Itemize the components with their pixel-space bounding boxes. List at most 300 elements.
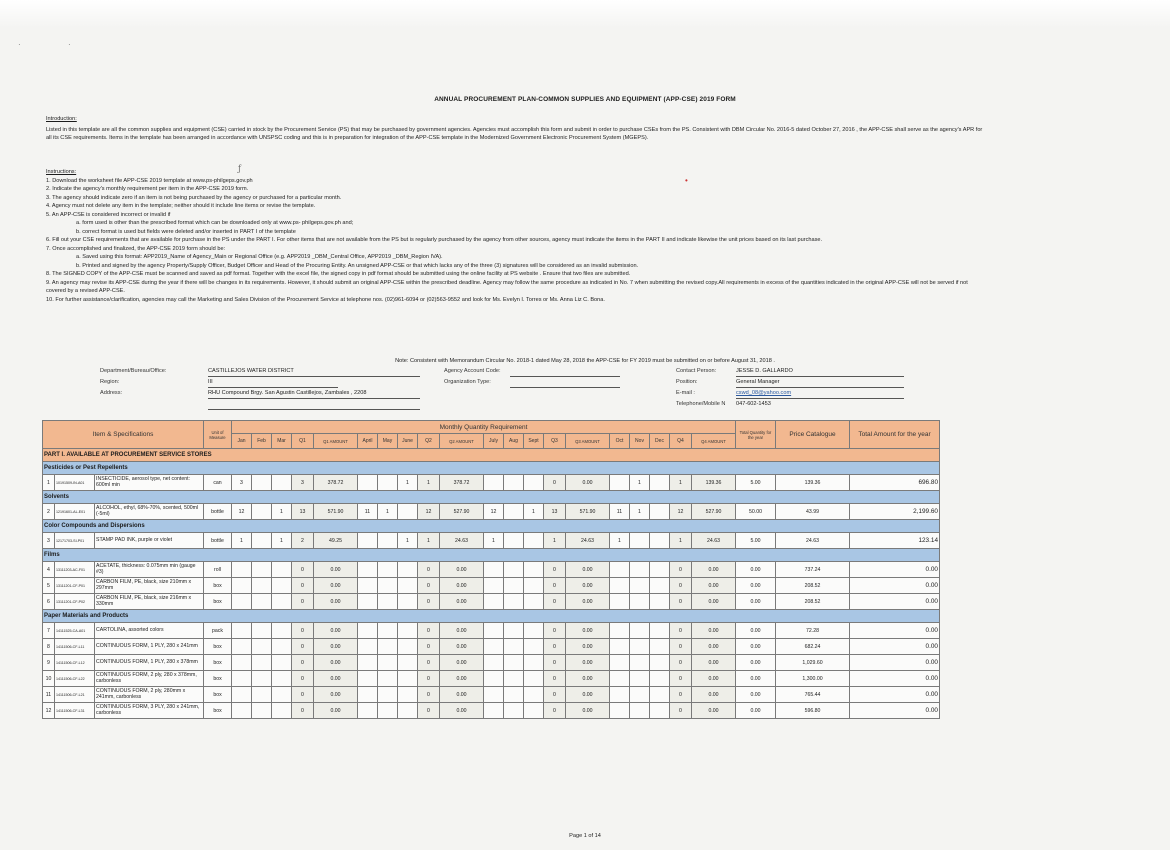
quarter-qty-cell: 0 [418, 578, 440, 594]
quarter-qty-cell: 1 [670, 533, 692, 549]
month-qty-cell[interactable] [252, 655, 272, 671]
quarter-qty-cell: 0 [418, 594, 440, 610]
month-qty-cell[interactable]: 1 [232, 533, 252, 549]
category-row [43, 462, 940, 475]
table-row [43, 623, 940, 639]
month-qty-cell[interactable] [272, 703, 292, 719]
month-qty-cell[interactable] [484, 703, 504, 719]
quarter-qty-cell: 0 [544, 594, 566, 610]
item-description: ALCOHOL, ethyl, 68%-70%, scented, 500ml (-5ml) [95, 504, 204, 520]
month-header-1: Jan [232, 434, 252, 449]
scan-edge [0, 0, 1170, 28]
month-qty-cell[interactable] [524, 671, 544, 687]
quarter-amount-cell: 0.00 [566, 687, 610, 703]
item-total-qty: 5.00 [736, 475, 776, 491]
month-qty-cell[interactable] [272, 475, 292, 491]
item-price: 737.24 [776, 562, 850, 578]
month-qty-cell[interactable] [504, 533, 524, 549]
item-description: STAMP PAD INK, purple or violet [95, 533, 204, 549]
month-qty-cell[interactable] [630, 533, 650, 549]
org-type-value [510, 377, 620, 388]
month-qty-cell[interactable] [524, 562, 544, 578]
month-qty-cell[interactable] [378, 703, 398, 719]
month-qty-cell[interactable] [398, 655, 418, 671]
region-value: III [208, 377, 338, 388]
email-label: E-mail : [676, 390, 695, 396]
month-qty-cell[interactable]: 1 [610, 533, 630, 549]
item-description: CONTINUOUS FORM, 3 PLY, 280 x 241mm, carbonless [95, 703, 204, 719]
month-qty-cell[interactable] [504, 562, 524, 578]
month-qty-cell[interactable] [504, 671, 524, 687]
month-qty-cell[interactable] [630, 639, 650, 655]
item-unit: box [204, 594, 232, 610]
quarter-amount-cell: 0.00 [566, 639, 610, 655]
month-qty-cell[interactable] [630, 594, 650, 610]
quarter-qty-cell: 0 [544, 578, 566, 594]
month-qty-cell[interactable] [378, 623, 398, 639]
month-qty-cell[interactable] [378, 594, 398, 610]
month-qty-cell[interactable] [232, 578, 252, 594]
quarter-amount-cell: 0.00 [692, 639, 736, 655]
month-qty-cell[interactable] [378, 475, 398, 491]
quarter-qty-cell: 0 [670, 703, 692, 719]
address-label: Address: [100, 390, 123, 396]
month-qty-cell[interactable] [398, 594, 418, 610]
quarter-amount-cell: 0.00 [314, 594, 358, 610]
month-qty-cell[interactable] [630, 655, 650, 671]
month-qty-cell[interactable] [630, 671, 650, 687]
quarter-qty-cell: 0 [544, 703, 566, 719]
month-qty-cell[interactable] [232, 703, 252, 719]
month-qty-cell[interactable] [650, 639, 670, 655]
unit-header: Unit of Measure [204, 421, 232, 449]
month-qty-cell[interactable] [358, 594, 378, 610]
month-qty-cell[interactable] [524, 623, 544, 639]
item-number: 3 [43, 533, 55, 549]
month-qty-cell[interactable] [378, 671, 398, 687]
month-qty-cell[interactable]: 1 [398, 533, 418, 549]
item-price: 682.24 [776, 639, 850, 655]
month-qty-cell[interactable]: 1 [484, 533, 504, 549]
month-qty-cell[interactable] [232, 623, 252, 639]
month-qty-cell[interactable] [358, 671, 378, 687]
month-qty-cell[interactable] [504, 504, 524, 520]
item-price: 43.99 [776, 504, 850, 520]
item-total-amount: 123.14 [850, 533, 940, 549]
item-total-amount: 0.00 [850, 703, 940, 719]
item-spec-header: Item & Specifications [43, 421, 204, 449]
quarter-qty-cell: 13 [292, 504, 314, 520]
month-qty-cell[interactable] [272, 671, 292, 687]
quarter-amount-cell: 0.00 [566, 623, 610, 639]
quarter-amount-cell: 0.00 [314, 623, 358, 639]
instruction-item: 1. Download the worksheet file APP-CSE 2019 template at www.ps-philgeps.gov.ph [46, 177, 253, 184]
quarter-qty-cell: 0 [418, 687, 440, 703]
month-qty-cell[interactable] [252, 578, 272, 594]
month-qty-cell[interactable] [272, 623, 292, 639]
month-header-12: Aug [504, 434, 524, 449]
month-qty-cell[interactable] [630, 623, 650, 639]
item-total-qty: 0.00 [736, 594, 776, 610]
month-qty-cell[interactable] [524, 655, 544, 671]
month-qty-cell[interactable] [272, 655, 292, 671]
month-header-15: Q3 AMOUNT [566, 434, 610, 449]
month-qty-cell[interactable] [272, 562, 292, 578]
month-qty-cell[interactable] [610, 594, 630, 610]
page-number: Page 1 of 14 [569, 833, 601, 839]
table-row [43, 703, 940, 719]
month-qty-cell[interactable] [524, 578, 544, 594]
item-price: 596.80 [776, 703, 850, 719]
month-qty-cell[interactable] [650, 687, 670, 703]
month-qty-cell[interactable] [484, 639, 504, 655]
address-value: RHU Compound Brgy. San Agustin Castillejos, Zambales , 2208 [208, 388, 420, 399]
quarter-qty-cell: 0 [544, 687, 566, 703]
item-number: 5 [43, 578, 55, 594]
month-qty-cell[interactable] [232, 562, 252, 578]
quarter-qty-cell: 0 [670, 562, 692, 578]
item-total-amount: 696.80 [850, 475, 940, 491]
table-row [43, 562, 940, 578]
month-qty-cell[interactable] [398, 578, 418, 594]
month-qty-cell[interactable] [358, 655, 378, 671]
item-description: CARBON FILM, PE, black, size 216mm x 330mm [95, 594, 204, 610]
quarter-qty-cell: 0 [670, 655, 692, 671]
quarter-amount-cell: 0.00 [314, 639, 358, 655]
month-qty-cell[interactable] [378, 562, 398, 578]
month-qty-cell[interactable] [358, 703, 378, 719]
item-total-amount: 0.00 [850, 687, 940, 703]
month-header-14: Q3 [544, 434, 566, 449]
quarter-amount-cell: 139.36 [692, 475, 736, 491]
month-qty-cell[interactable] [484, 475, 504, 491]
month-qty-cell[interactable] [252, 533, 272, 549]
category-label: Color Compounds and Dispersions [43, 520, 940, 533]
quarter-qty-cell: 0 [670, 578, 692, 594]
table-row [43, 687, 940, 703]
month-qty-cell[interactable] [398, 562, 418, 578]
month-qty-cell[interactable] [484, 687, 504, 703]
month-header-11: July [484, 434, 504, 449]
item-price: 208.52 [776, 594, 850, 610]
month-qty-cell[interactable]: 1 [378, 504, 398, 520]
month-qty-cell[interactable]: 1 [630, 504, 650, 520]
item-code: 13111201-CF-P01 [55, 578, 95, 594]
month-qty-cell[interactable] [252, 562, 272, 578]
month-qty-cell[interactable]: 12 [232, 504, 252, 520]
month-qty-cell[interactable] [650, 562, 670, 578]
month-qty-cell[interactable] [630, 562, 650, 578]
month-qty-cell[interactable] [504, 703, 524, 719]
month-qty-cell[interactable] [610, 623, 630, 639]
quarter-amount-cell: 0.00 [692, 562, 736, 578]
item-unit: box [204, 703, 232, 719]
month-qty-cell[interactable] [252, 687, 272, 703]
month-header-13: Sept [524, 434, 544, 449]
quarter-qty-cell: 1 [418, 533, 440, 549]
month-qty-cell[interactable] [650, 623, 670, 639]
month-qty-cell[interactable] [650, 594, 670, 610]
month-qty-cell[interactable] [252, 475, 272, 491]
month-qty-cell[interactable]: 1 [398, 475, 418, 491]
item-unit: pack [204, 623, 232, 639]
item-total-amount: 0.00 [850, 578, 940, 594]
item-total-qty: 0.00 [736, 623, 776, 639]
category-row [43, 549, 940, 562]
quarter-qty-cell: 0 [670, 687, 692, 703]
item-total-qty: 50.00 [736, 504, 776, 520]
item-number: 2 [43, 504, 55, 520]
month-qty-cell[interactable] [610, 639, 630, 655]
item-number: 7 [43, 623, 55, 639]
quarter-qty-cell: 13 [544, 504, 566, 520]
month-qty-cell[interactable]: 11 [358, 504, 378, 520]
position-label: Position: [676, 379, 698, 385]
agency-info-middle [444, 366, 620, 388]
month-qty-cell[interactable] [232, 655, 252, 671]
month-qty-cell[interactable] [232, 687, 252, 703]
month-qty-cell[interactable] [650, 475, 670, 491]
phone-value: 047-602-1453 [736, 401, 771, 407]
item-number: 11 [43, 687, 55, 703]
quarter-qty-cell: 0 [292, 594, 314, 610]
month-qty-cell[interactable] [252, 703, 272, 719]
month-qty-cell[interactable] [630, 703, 650, 719]
month-qty-cell[interactable]: 1 [630, 475, 650, 491]
department-value: CASTILLEJOS WATER DISTRICT [208, 366, 420, 377]
category-row [43, 491, 940, 504]
item-total-qty: 0.00 [736, 562, 776, 578]
item-number: 12 [43, 703, 55, 719]
item-description: CONTINUOUS FORM, 2 ply, 280mm x 241mm, carbonless [95, 687, 204, 703]
month-qty-cell[interactable] [610, 578, 630, 594]
quarter-amount-cell: 49.25 [314, 533, 358, 549]
quarter-amount-cell: 24.63 [692, 533, 736, 549]
month-qty-cell[interactable] [378, 639, 398, 655]
month-qty-cell[interactable]: 12 [484, 504, 504, 520]
region-label: Region: [100, 379, 120, 385]
item-unit: box [204, 578, 232, 594]
month-qty-cell[interactable] [524, 475, 544, 491]
month-qty-cell[interactable] [484, 655, 504, 671]
quarter-amount-cell: 0.00 [440, 594, 484, 610]
month-qty-cell[interactable] [358, 578, 378, 594]
org-type-label: Organization Type: [444, 379, 491, 385]
month-qty-cell[interactable] [504, 687, 524, 703]
month-qty-cell[interactable] [398, 703, 418, 719]
month-qty-cell[interactable] [650, 655, 670, 671]
table-row [43, 655, 940, 671]
month-qty-cell[interactable] [252, 504, 272, 520]
quarter-qty-cell: 0 [418, 703, 440, 719]
month-header-17: Nov [630, 434, 650, 449]
contact-label: Contact Person: [676, 368, 717, 374]
month-qty-cell[interactable] [252, 639, 272, 655]
quarter-qty-cell: 0 [292, 687, 314, 703]
item-code: 13111203-AC-F01 [55, 562, 95, 578]
month-qty-cell[interactable] [610, 562, 630, 578]
quarter-amount-cell: 24.63 [440, 533, 484, 549]
item-number: 8 [43, 639, 55, 655]
item-price: 208.52 [776, 578, 850, 594]
quarter-amount-cell: 0.00 [566, 562, 610, 578]
submission-note: Note: Consistent with Memorandum Circular No. 2018-1 dated May 28, 2018 the APP-CSE for FY 2019 must be submitted on or before August 31, 2018 . [395, 358, 775, 364]
quarter-amount-cell: 0.00 [692, 655, 736, 671]
quarter-qty-cell: 12 [670, 504, 692, 520]
month-qty-cell[interactable] [378, 655, 398, 671]
month-qty-cell[interactable] [358, 533, 378, 549]
month-qty-cell[interactable] [484, 594, 504, 610]
item-number: 9 [43, 655, 55, 671]
quarter-amount-cell: 0.00 [692, 687, 736, 703]
table-row [43, 639, 940, 655]
month-qty-cell[interactable] [650, 504, 670, 520]
scan-speck: • [685, 176, 688, 185]
month-qty-cell[interactable] [610, 671, 630, 687]
month-header-5: Q1 AMOUNT [314, 434, 358, 449]
quarter-qty-cell: 0 [544, 623, 566, 639]
quarter-qty-cell: 12 [418, 504, 440, 520]
month-qty-cell[interactable] [232, 594, 252, 610]
month-qty-cell[interactable] [650, 578, 670, 594]
month-qty-cell[interactable] [630, 578, 650, 594]
item-total-qty: 0.00 [736, 639, 776, 655]
quarter-amount-cell: 0.00 [440, 655, 484, 671]
instructions-section [46, 168, 986, 304]
month-qty-cell[interactable] [484, 623, 504, 639]
item-price: 1,029.60 [776, 655, 850, 671]
quarter-qty-cell: 0 [418, 623, 440, 639]
month-header-20: Q4 AMOUNT [692, 434, 736, 449]
scan-speck: · [18, 40, 21, 49]
month-qty-cell[interactable] [358, 639, 378, 655]
item-unit: box [204, 655, 232, 671]
month-qty-cell[interactable] [650, 703, 670, 719]
instructions-heading: Instructions: [46, 169, 77, 175]
quarter-qty-cell: 0 [292, 562, 314, 578]
instruction-item: b. correct format is used but fields were deleted and/or inserted in PART I of the template [76, 228, 296, 235]
month-qty-cell[interactable] [524, 533, 544, 549]
month-qty-cell[interactable] [252, 623, 272, 639]
month-qty-cell[interactable] [232, 639, 252, 655]
month-qty-cell[interactable]: 11 [610, 504, 630, 520]
quarter-amount-cell: 0.00 [440, 671, 484, 687]
month-qty-cell[interactable] [358, 475, 378, 491]
quarter-amount-cell: 0.00 [440, 703, 484, 719]
month-qty-cell[interactable]: 1 [272, 504, 292, 520]
month-header-6: April [358, 434, 378, 449]
quarter-qty-cell: 0 [292, 639, 314, 655]
month-qty-cell[interactable] [272, 594, 292, 610]
month-qty-cell[interactable] [484, 578, 504, 594]
month-qty-cell[interactable] [650, 671, 670, 687]
quarter-amount-cell: 0.00 [440, 562, 484, 578]
month-qty-cell[interactable] [378, 578, 398, 594]
month-qty-cell[interactable]: 1 [272, 533, 292, 549]
month-qty-cell[interactable] [252, 671, 272, 687]
month-qty-cell[interactable] [630, 687, 650, 703]
month-qty-cell[interactable] [358, 687, 378, 703]
quarter-qty-cell: 1 [544, 533, 566, 549]
month-qty-cell[interactable] [610, 703, 630, 719]
quarter-amount-cell: 0.00 [314, 703, 358, 719]
item-description: CARBON FILM, PE, black, size 210mm x 297mm [95, 578, 204, 594]
month-qty-cell[interactable] [252, 594, 272, 610]
month-qty-cell[interactable] [398, 671, 418, 687]
month-qty-cell[interactable] [378, 533, 398, 549]
month-qty-cell[interactable] [650, 533, 670, 549]
month-qty-cell[interactable] [358, 623, 378, 639]
month-qty-cell[interactable] [610, 475, 630, 491]
quarter-qty-cell: 0 [544, 562, 566, 578]
month-header-18: Dec [650, 434, 670, 449]
month-qty-cell[interactable] [524, 639, 544, 655]
month-qty-cell[interactable] [398, 504, 418, 520]
quarter-amount-cell: 0.00 [314, 562, 358, 578]
month-qty-cell[interactable] [524, 594, 544, 610]
quarter-amount-cell: 527.90 [440, 504, 484, 520]
quarter-amount-cell: 527.90 [692, 504, 736, 520]
instruction-item: 5. An APP-CSE is considered incorrect or invalid if [46, 211, 171, 218]
table-row [43, 594, 940, 610]
month-qty-cell[interactable] [504, 594, 524, 610]
item-total-amount: 0.00 [850, 639, 940, 655]
quarter-qty-cell: 0 [292, 655, 314, 671]
month-qty-cell[interactable] [232, 671, 252, 687]
month-qty-cell[interactable] [272, 639, 292, 655]
quarter-qty-cell: 0 [292, 623, 314, 639]
quarter-qty-cell: 0 [292, 703, 314, 719]
month-qty-cell[interactable] [504, 623, 524, 639]
month-qty-cell[interactable]: 1 [524, 504, 544, 520]
month-qty-cell[interactable] [358, 562, 378, 578]
month-qty-cell[interactable] [484, 671, 504, 687]
item-unit: can [204, 475, 232, 491]
month-qty-cell[interactable] [504, 475, 524, 491]
month-qty-cell[interactable] [272, 687, 292, 703]
account-code-value [510, 366, 620, 377]
month-qty-cell[interactable] [398, 687, 418, 703]
month-qty-cell[interactable] [272, 578, 292, 594]
table-row [43, 504, 940, 520]
month-qty-cell[interactable] [398, 623, 418, 639]
month-qty-cell[interactable] [610, 655, 630, 671]
introduction-text: Listed in this template are all the common supplies and equipment (CSE) carried in stock by the Procurement Service (PS) that may be purchased by government agencies. Agencies must accomplish this form and submit in order to purchase CSEs from the PS. Consistent with DBM Circular No. 2016-5 dated October 27, 2016 , the APP-CSE shall serve as the agency's APR for all its CSE requirements. Items in the template has been arranged in accordance with UNSPSC coding and this is in preparation for integration of the APP-CSE template in the Modernized Government Electronic Procurement System (MGEPS). [46, 126, 983, 141]
quarter-amount-cell: 0.00 [692, 671, 736, 687]
department-label: Department/Bureau/Office: [100, 368, 167, 374]
email-value[interactable]: cswd_08@yahoo.com [736, 388, 904, 399]
month-qty-cell[interactable] [524, 687, 544, 703]
quarter-qty-cell: 0 [418, 655, 440, 671]
item-price: 1,300.00 [776, 671, 850, 687]
month-qty-cell[interactable] [504, 578, 524, 594]
quarter-amount-cell: 0.00 [692, 594, 736, 610]
month-qty-cell[interactable] [524, 703, 544, 719]
month-qty-cell[interactable] [610, 687, 630, 703]
quarter-qty-cell: 0 [670, 594, 692, 610]
month-qty-cell[interactable] [504, 639, 524, 655]
month-qty-cell[interactable] [504, 655, 524, 671]
table-row [43, 671, 940, 687]
item-total-qty: 0.00 [736, 578, 776, 594]
month-qty-cell[interactable] [378, 687, 398, 703]
month-qty-cell[interactable]: 3 [232, 475, 252, 491]
month-qty-cell[interactable] [484, 562, 504, 578]
item-code: 12191601-AL-E01 [55, 504, 95, 520]
quarter-amount-cell: 378.72 [314, 475, 358, 491]
quarter-amount-cell: 0.00 [314, 687, 358, 703]
month-qty-cell[interactable] [398, 639, 418, 655]
